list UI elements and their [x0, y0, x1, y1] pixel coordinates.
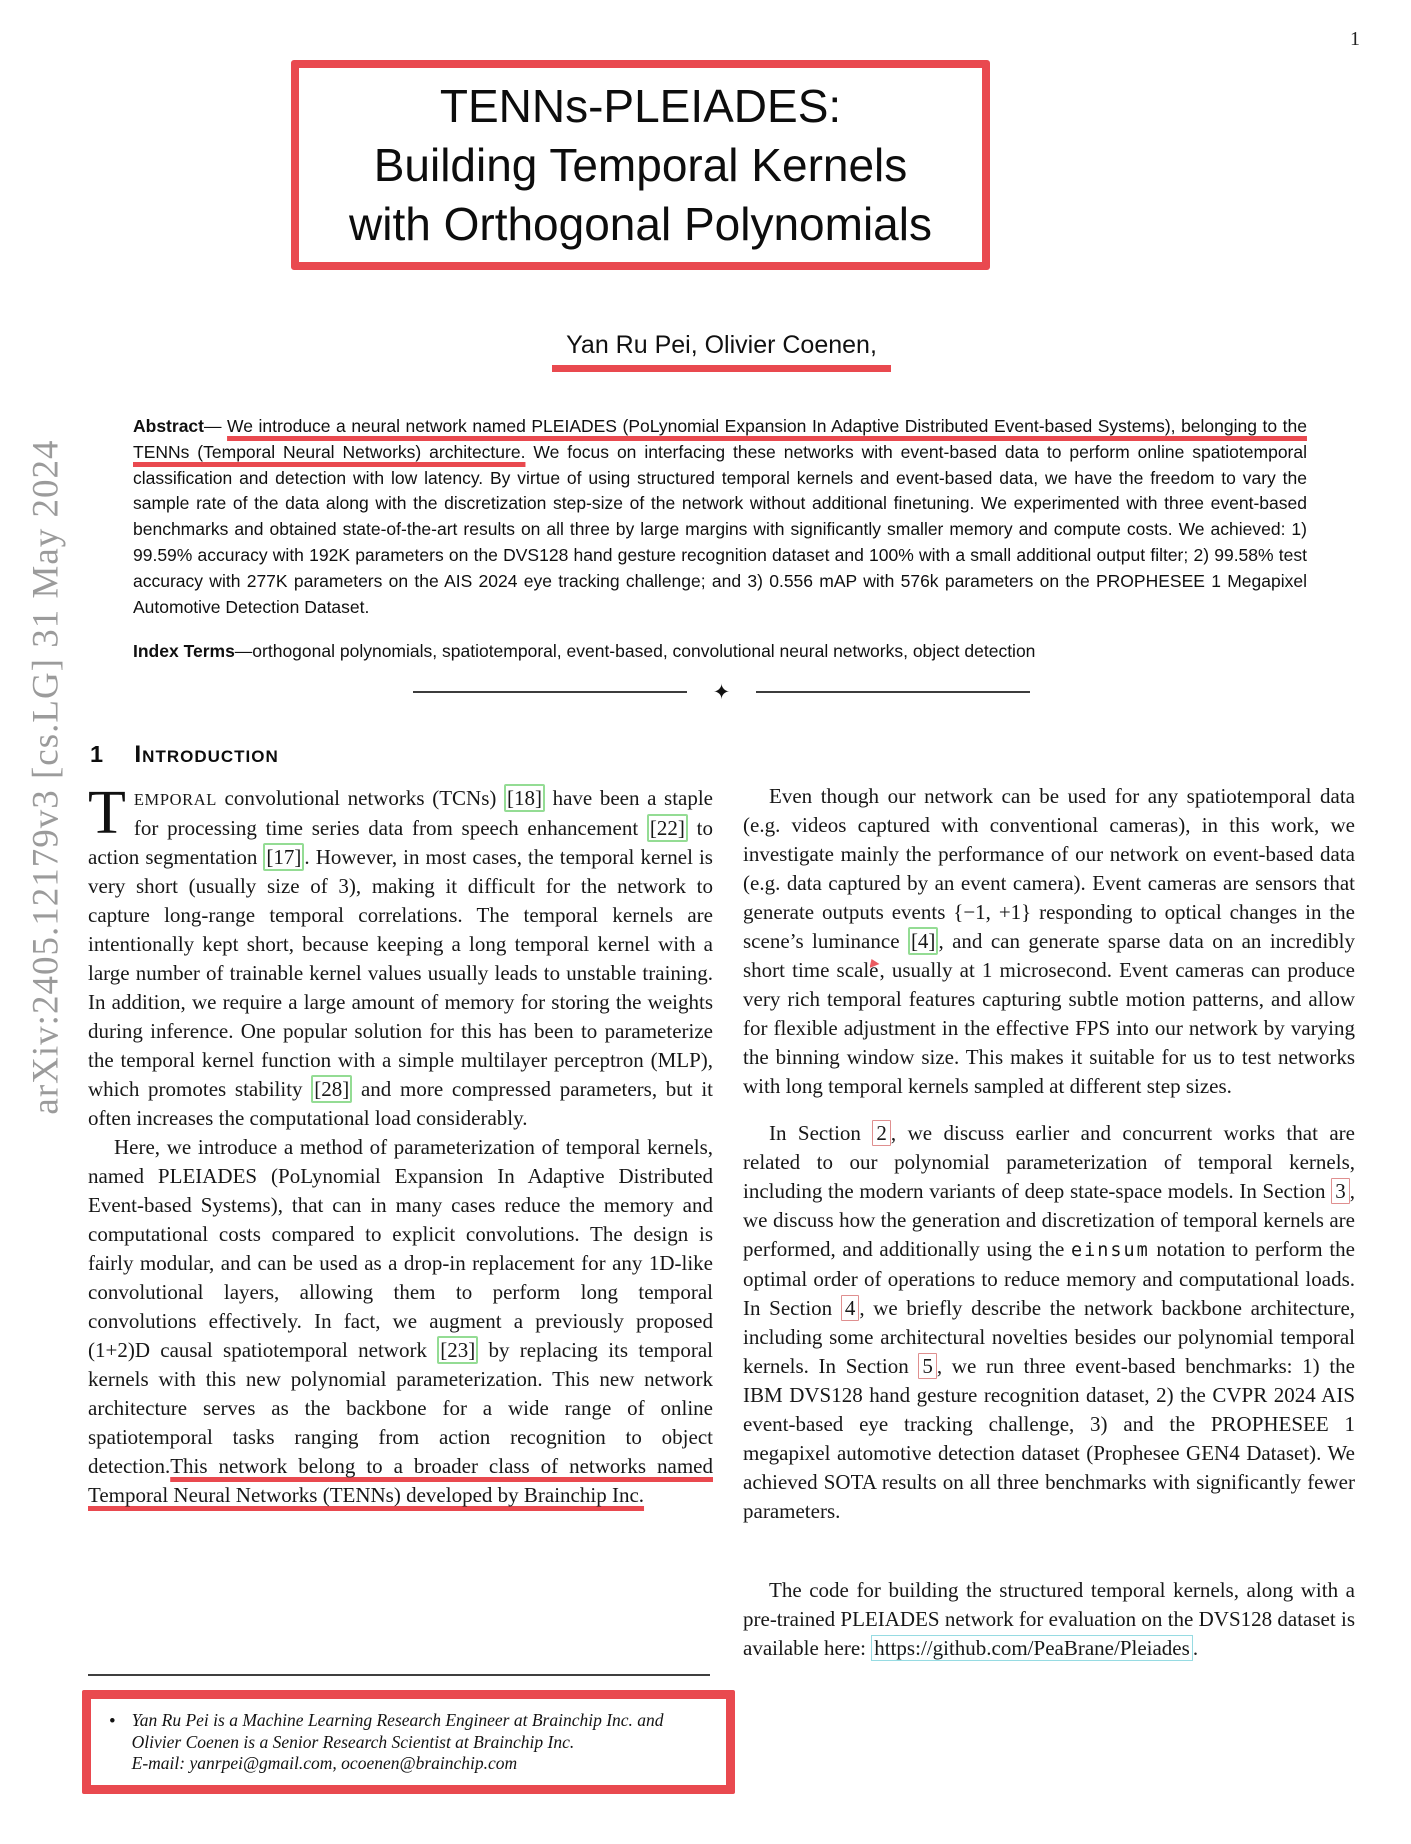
section-ref-3[interactable]: 3: [1331, 1178, 1350, 1204]
section-heading-introduction: [90, 741, 713, 769]
text-segment: and more compressed parameters, but it often increases the computational load considerably.: [88, 1077, 713, 1130]
section-divider: [88, 680, 1355, 704]
index-terms-label: Index Terms: [133, 641, 235, 661]
abstract-label: Abstract: [133, 416, 204, 436]
intro-paragraph-1: [88, 779, 714, 1133]
text-segment: , we briefly describe the network backbone architecture, including some architectural novelties besides our polynomial temporal kernels. In Section: [743, 1296, 1356, 1378]
authors-line: [88, 331, 1355, 372]
footnote-rule: [88, 1674, 710, 1676]
text-segment: —: [204, 416, 228, 436]
section-ref-4[interactable]: 4: [841, 1295, 860, 1321]
index-terms-paragraph: [133, 639, 1307, 665]
citation-ref-18[interactable]: [18]: [504, 784, 545, 812]
text-segment: Even though our network can be used for any spatiotemporal data (e.g. videos captured with conventional cameras), in this work, we investigate mainly the performance of our network on event-based data (e.g. data captured by an event camera). Event cameras are sensors that generate outputs events {−1, +1} responding to optical changes in the scene’s luminance: [743, 784, 1355, 953]
section-ref-5[interactable]: 5: [918, 1353, 937, 1379]
arxiv-watermark: arXiv:2405.12179v3 [cs.LG] 31 May 2024: [25, 439, 67, 1115]
right-paragraph-2: [743, 1119, 1355, 1526]
footnote-email: E-mail: yanrpei@gmail.com, ocoenen@brainchip.com: [131, 1753, 518, 1773]
text-segment: have been a staple for processing time series data from speech enhancement: [133, 786, 714, 840]
text-segment: We focus on interfacing these networks with event-based data to perform online spatiotemporal classification and detection with low latency. By virtue of using structured temporal kernels and event-based data, we have the freedom to vary the sample rate of the data along with the discretization step-size of the network without additional finetuning. We experimented with three event-based benchmarks and obtained state-of-the-art results on all three by large margins with significantly smaller memory and compute costs. We achieved: 1) 99.59% accuracy with 192K parameters on the DVS128 hand gesture recognition dataset and 100% with a small additional output filter; 2) 99.58% test accuracy with 277K parameters on the AIS 2024 eye tracking challenge; and 3) 0.556 mAP with 576k parameters on the PROPHESEE 1 Megapixel Automotive Detection Dataset.: [133, 441, 1307, 617]
section-number: 1: [90, 741, 104, 767]
footnote-text: [132, 1710, 714, 1775]
text-segment: to action segmentation: [88, 816, 713, 869]
divider-line: [756, 691, 1030, 693]
text-segment: —orthogonal polynomials, spatiotemporal, event-based, convolutional neural networks, object detection: [234, 641, 1036, 661]
divider-line: [413, 691, 687, 693]
abstract-paragraph: [133, 414, 1307, 620]
text-segment: , we discuss earlier and concurrent works that are related to our polynomial parameterization of temporal kernels, including the modern variants of deep state-space models. In Section: [743, 1121, 1355, 1203]
paper-title-line: TENNs-PLEIADES:: [439, 79, 842, 132]
section-ref-2[interactable]: 2: [872, 1120, 891, 1146]
tenns-underlined-phrase: This network belong to a broader class of networks named Temporal Neural Networks (TENNs) developed by Brainchip Inc.: [88, 1454, 713, 1507]
text-segment: .: [1192, 1636, 1199, 1660]
text-segment: , usually at 1 microsecond. Event cameras can produce very rich temporal features capturing subtle motion patterns, and allow for flexible adjustment in the effective FPS into our network by varying the binning window size. This makes it suitable for us to test networks with long temporal kernels sampled at different step sizes.: [743, 958, 1355, 1098]
footnote-annotation-box: [82, 1690, 735, 1794]
citation-ref-4[interactable]: [4]: [908, 927, 939, 955]
right-paragraph-3: [743, 1576, 1355, 1663]
left-column: [88, 739, 713, 1663]
text-segment: by replacing its temporal kernels with this new polynomial parameterization. This new network architecture serves as the backbone for a wide range of online spatiotemporal tasks ranging from action recognition to object detection.: [88, 1338, 713, 1478]
text-segment: notation to perform the optimal order of operations to reduce memory and computational loads. In Section: [743, 1237, 1355, 1320]
paper-title-line: with Orthogonal Polynomials: [349, 197, 932, 250]
github-link[interactable]: https://github.com/PeaBrane/Pleiades: [871, 1635, 1193, 1661]
text-segment: In Section: [769, 1121, 873, 1145]
citation-ref-22[interactable]: [22]: [647, 814, 688, 842]
einsum-code: einsum: [1071, 1240, 1150, 1261]
footnote-bullet: •: [109, 1711, 116, 1732]
abstract-underlined-phrase: We introduce a neural network named PLEIADES (PoLynomial Expansion In Adaptive Distributed Event-based Systems), belonging to the TENNs (Temporal Neural Networks) architecture.: [133, 416, 1307, 462]
diamond-icon: ✦: [712, 679, 731, 704]
authors-text: Yan Ru Pei, Olivier Coenen,: [552, 331, 891, 372]
body-columns: [88, 739, 1355, 1663]
section-title: Introduction: [134, 741, 279, 768]
title-annotation-box: [291, 60, 990, 270]
citation-ref-23[interactable]: [23]: [437, 1336, 478, 1364]
citation-ref-17[interactable]: [17]: [263, 843, 304, 871]
text-segment: Here, we introduce a method of parameterization of temporal kernels, named PLEIADES (PoLynomial Expansion In Adaptive Distributed Event-based Systems), that can in many cases reduce the memory and computational costs compared to explicit convolutions. The design is fairly modular, and can be used as a drop-in replacement for any 1D-like convolutional layers, allowing them to perform long temporal convolutions effectively. In fact, we augment a previously proposed (1+2)D causal spatiotemporal network: [88, 1135, 713, 1362]
text-segment: . However, in most cases, the temporal kernel is very short (usually size of 3), making it difficult for the network to capture long-range temporal correlations. The temporal kernels are intentionally kept short, because keeping a long temporal kernel with a large number of trainable kernel values usually leads to unstable training. In addition, we require a large amount of memory for storing the weights during inference. One popular solution for this has been to parameterize the temporal kernel function with a simple multilayer perceptron (MLP), which promotes stability: [88, 845, 713, 1101]
text-segment: convolutional networks (TCNs): [216, 786, 504, 810]
text-segment: The code for building the structured temporal kernels, along with a pre-trained PLEIADES network for evaluation on the DVS128 dataset is available here:: [743, 1578, 1355, 1660]
right-column: [743, 739, 1355, 1663]
right-paragraph-1: [743, 782, 1355, 1101]
intro-paragraph-2: [88, 1133, 713, 1510]
text-segment: , we discuss how the generation and discretization of temporal kernels are performed, and additionally using the: [743, 1179, 1355, 1261]
page-number: 1: [1350, 28, 1360, 50]
text-segment: , we run three event-based benchmarks: 1) the IBM DVS128 hand gesture recognition dataset, 2) the CVPR 2024 AIS event-based eye tracking challenge, 3) and the PROPHESEE 1 megapixel automotive detection dataset (Prophesee GEN4 Dataset). We achieved SOTA results on all three benchmarks with significantly fewer parameters.: [743, 1354, 1355, 1523]
paper-title-line: Building Temporal Kernels: [373, 138, 908, 191]
citation-ref-28[interactable]: [28]: [311, 1075, 352, 1103]
footnote-affiliation: Yan Ru Pei is a Machine Learning Research Engineer at Brainchip Inc. and Olivier Coenen is a Senior Research Scientist at Brainchip Inc.: [131, 1710, 664, 1752]
text-segment: EMPORAL: [133, 790, 217, 809]
red-annotation-mark: , and can generate sparse data on an incredibly short time scale: [743, 929, 1355, 982]
drop-cap: T: [88, 779, 126, 847]
